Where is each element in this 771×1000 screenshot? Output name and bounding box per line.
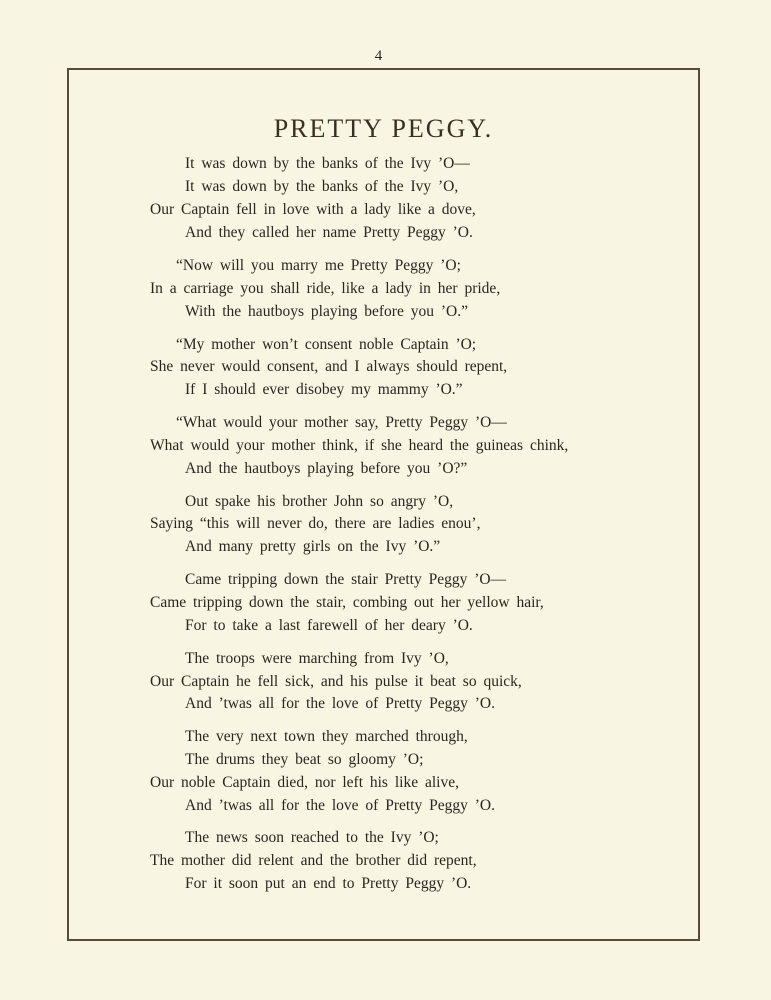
page-number: 4 — [374, 48, 383, 64]
poem-line: And they called her name Pretty Peggy ’O. — [185, 224, 473, 241]
poem-title: PRETTY PEGGY. — [273, 114, 494, 143]
poem-line: “My mother won’t consent noble Captain ’O; — [176, 336, 477, 353]
poem-line: “What would your mother say, Pretty Peggy ’O— — [176, 414, 507, 431]
poem-line: “Now will you marry me Pretty Peggy ’O; — [176, 257, 461, 274]
poem-line: For it soon put an end to Pretty Peggy ’O. — [185, 875, 472, 892]
poem-line: For to take a last farewell of her deary ’O. — [185, 617, 473, 634]
poem-line: And the hautboys playing before you ’O?” — [185, 460, 468, 477]
poem-line: Came tripping down the stair Pretty Peggy ’O— — [185, 571, 507, 588]
poem-line: The drums they beat so gloomy ’O; — [185, 751, 424, 768]
poem-line: The mother did relent and the brother did repent, — [150, 852, 477, 869]
poem-line: The news soon reached to the Ivy ’O; — [185, 829, 439, 846]
poem-line: With the hautboys playing before you ’O.” — [185, 303, 468, 320]
poem-line: Our noble Captain died, nor left his like alive, — [150, 774, 459, 791]
poem-line: She never would consent, and I always should repent, — [150, 358, 508, 375]
poem-line: Our Captain fell in love with a lady like a dove, — [150, 201, 476, 218]
poem-line: The very next town they marched through, — [185, 728, 468, 745]
poem-line: What would your mother think, if she heard the guineas chink, — [150, 437, 569, 454]
poem-line: And ’twas all for the love of Pretty Peggy ’O. — [185, 797, 495, 814]
poem-line: It was down by the banks of the Ivy ’O, — [185, 178, 459, 195]
poem-line: If I should ever disobey my mammy ’O.” — [185, 381, 463, 398]
poem-line: And many pretty girls on the Ivy ’O.” — [185, 538, 441, 555]
poem-line: Out spake his brother John so angry ’O, — [185, 493, 454, 510]
poem-line: Our Captain he fell sick, and his pulse it beat so quick, — [150, 673, 522, 690]
poem-line: And ’twas all for the love of Pretty Peggy ’O. — [185, 695, 495, 712]
poem-line: Saying “this will never do, there are ladies enou’, — [150, 515, 481, 532]
poem-line: In a carriage you shall ride, like a lady in her pride, — [150, 280, 501, 297]
poem-line: Came tripping down the stair, combing out her yellow hair, — [150, 594, 544, 611]
poem-line: The troops were marching from Ivy ’O, — [185, 650, 449, 667]
poem-line: It was down by the banks of the Ivy ’O— — [185, 155, 470, 172]
